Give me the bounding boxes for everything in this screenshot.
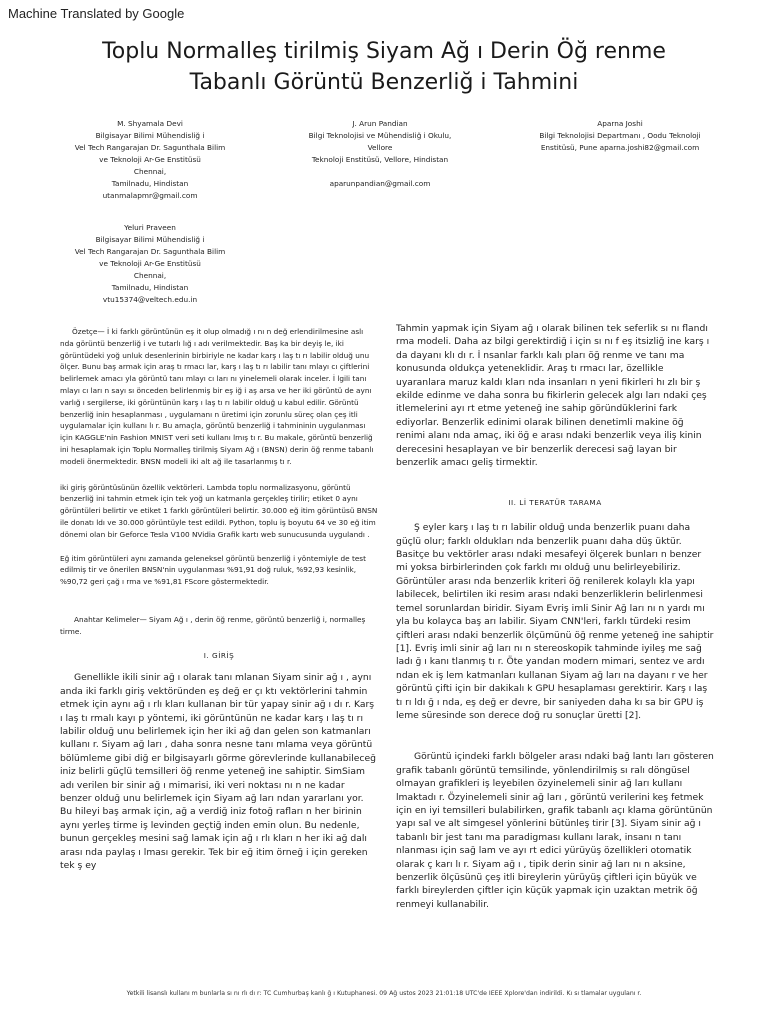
author-affiliation-line: Bilgisayar Bilimi Mühendisliğ i — [95, 235, 205, 244]
machine-translated-banner: Machine Translated by Google — [8, 6, 185, 21]
author-name: J. Arun Pandian — [352, 119, 408, 128]
author-block-2 — [270, 118, 490, 190]
intro-continuation-paragraph: Tahmin yapmak için Siyam ağ ı olarak bilinen tek seferlik sı nı flandı rma modeli. Daha az bilgi gerektirdiğ i için sı nı f eş itsizliğ ine karş ı da dayanı klı dı r. İ nsanlar farklı kalı pları öğ renme ve tanı ma konusunda oldukça yeteneklidir. Araş tı rmacı lar, özellikle uyaranlara maruz kaldı kları nda insanları n yeni fikirleri hı zlı bir ş ekilde edinme ve daha sonra bu fikirlerin gelecek algı ları ndaki çeş itlemelerini ayı rt etme yeteneğ ine sahip göründüklerini fark ediyorlar. Benzerlik edinimi olarak bilinen denetimli makine öğ renimi alanı nda amaç, iki öğ e arası ndaki benzerlik veya iliş kinin derecesini hesaplayan ve bir benzerlik derecesi sağ layan bir benzerlik amacı geliş tirmektir. — [396, 323, 710, 469]
author-affiliation-line: Chennai, — [133, 167, 167, 176]
author-affiliation-line: Tamilnadu, Hindistan — [111, 283, 189, 292]
literature-paragraph: Ş eyler karş ı laş tı rı labilir olduğ unda benzerlik puanı daha güçlü olur; farklı oldukları nda benzerlik puanı daha düş üktür. Basitçe bu vektörler arası ndaki mesafeyi ölçerek bunları n benzer mi yoksa birbirlerinden çok farklı mı olduğ unu belirleyebiliriz. Görüntüler arası nda benzerlik kriteri öğ renilerek kolaylı kla yapı labilecek, belirtilen iki resim arası ndaki benzerliklerin belirlenmesi temel sorunlardan biridir. Siyam Evriş imli Sinir Ağ ları nı n yardı mı yla bu kolayca baş arı labilir. Siyam CNN'leri, farklı türdeki resim çiftleri arası ndaki benzerlik ölçümünü öğ renme yeteneğ ine sahiptir [1]. Evriş imli sinir ağ ları nı n stereoskopik tahminde iyileş me sağ ladı ğ ı kanı tlanmış tı r. Öte yandan modern mimari, sentez ve ardı ndan ek iş lem katmanları kullanan Siyam ağ ları na dayanı r ve her görüntü çifti için bir dakikalı k GPU hesaplaması gerektirir. Karş ı laş tı rı ldı ğ ı nda, eş değ er devre, bir saniyeden daha kı sa bir GPU iş leme süresinde son derece doğ ru sonuçlar üretti [2]. — [396, 522, 714, 721]
author-block-4 — [40, 222, 260, 306]
section-heading-introduction: I. GİRİŞ — [203, 650, 235, 660]
author-affiliation-line: Tamilnadu, Hindistan — [111, 179, 189, 188]
abstract-paragraph: iki giriş görüntüsünün özellik vektörleri. Lambda toplu normalizasyonu, görüntü benzerliğ ini tahmin etmek için tek yoğ un katmanla gerçekleş tirilir; etiket 0 aynı görüntüleri belirtir ve etiket 1 farklı görüntüleri belirtir. 30.000 eğ itim görüntüsü BNSN ile donatı ldı ve 30.000 görüntüyle test edildi. Python, toplu iş boyutu 64 ve 30 eğ itim dönemi olan bir Geforce Tesla V100 NVidia Grafik kartı web sunucusunda uygulandı . — [60, 482, 378, 539]
author-name: Aparna Joshi — [597, 119, 643, 128]
author-email: aparunpandian@gmail.com — [329, 179, 431, 188]
abstract-paragraph: Özetçe— İ ki farklı görüntünün eş it olup olmadığ ı nı n değ erlendirilmesine aslı nda görüntü benzerliğ i ve tutarlı lığ ı adı verilmektedir. Baş ka bir deyiş le, iki görüntüdeki yoğ unluk desenlerinin birbiriyle ne kadar karş ı laş tı rı labilir olduğ unu ölçer. Bunu baş armak için araş tı rmacı lar, karş ı laş tı rı labilir tanı mlayı cı çiftlerini belirlemek amacı yla görüntü tanı mlayı cı ları nı yinelemeli olarak inceler. İ lgili tanı mlayı cı ları n sayı sı önceden belirlenmiş bir eş iğ i aş arsa ve her iki görüntü de aynı varlığ ı sergilerse, iki görüntünün karş ı laş tı rı labilir olduğ u kabul edilir. Görüntü benzerliğ inin hesaplanması , uygulamanı n üretimi için zorunlu süreç olan çeş itli uygulamalar için kullanı lı r. Bu amaçla, görüntü benzerliğ i tahmininin uygulanması için KAGGLE'nin Fashion MNIST veri seti kullanı lmış tı r. Bu makale, görüntü benzerliğ ini hesaplamak için Toplu Normalleş tirilmiş Siyam Ağ ı (BNSN) derin öğ renme tabanlı modeli önermektedir. BNSN modeli iki alt ağ ile tasarlanmış tı r. — [60, 327, 374, 466]
author-affiliation-line: Bilgi Teknolojisi Departmanı , Oodu Teknoloji — [539, 131, 701, 140]
download-notice-footer: Yetkili lisanslı kullanı m bunlarla sı nı rlı dı r: TC Cumhurbaş kanlı ğ ı Kutuphanesi. 09 Ağ ustos 2023 21:01:18 UTC'de IEEE Xplore'dan indirildi. Kı sı tlamalar uygulanı r. — [126, 990, 642, 997]
author-affiliation-line — [270, 166, 490, 178]
keywords: Anahtar Kelimeler— Siyam Ağ ı , derin öğ renme, görüntü benzerliğ i, normalleş tirme. — [60, 614, 366, 636]
author-email: utanmalapmr@gmail.com — [102, 191, 198, 200]
paper-title-line-2: Tabanlı Görüntü Benzerliğ i Tahmini — [189, 70, 579, 95]
section-heading-literature: II. Lİ TERATÜR TARAMA — [508, 498, 602, 508]
author-affiliation-line: ve Teknoloji Ar-Ge Enstitüsü — [99, 259, 201, 268]
author-name: M. Shyamala Devi — [117, 119, 183, 128]
right-column — [396, 322, 714, 911]
author-affiliation-line: Vel Tech Rangarajan Dr. Sagunthala Bilim — [74, 247, 226, 256]
author-block-3 — [505, 118, 735, 154]
left-column — [60, 326, 378, 872]
paper-title — [0, 36, 768, 98]
author-affiliation-line: Chennai, — [133, 271, 167, 280]
author-affiliation-line: Bilgi Teknolojisi ve Mühendisliğ i Okulu, — [308, 131, 452, 140]
author-block-1 — [40, 118, 260, 202]
author-name: Yeluri Praveen — [124, 223, 176, 232]
author-affiliation-line: Vellore — [367, 143, 393, 152]
literature-paragraph: Görüntü içindeki farklı bölgeler arası ndaki bağ lantı ları gösteren grafik tabanlı görüntü temsilinde, yönlendirilmiş sı ralı döngüsel olmayan grafikleri iş leyebilen özyinelemeli sinir ağ ları kullanı lmaktadı r. Özyinelemeli sinir ağ ları , görüntü verilerini keş fetmek için en iyi temsilleri bulabilirken, grafik tabanlı açı klama görüntünün yapı sal ve alt simgesel yönlerini bütünleş tirir [3]. Siyam sinir ağ ı tabanlı bir jest tanı ma paradigması kullanı larak, insanı n tanı nlanması için sağ lam ve ayı rt edici yürüyüş özellikleri otomatik olarak ç karı lı r. Siyam ağ ı , tipik derin sinir ağ ları nı n aksine, benzerlik ölçüsünü çeş itli bireylerin yürüyüş çiftleri için büyük ve farklı bireylerden çiftler için küçük yapmak için uzaktan metrik öğ renmeyi kullanabilir. — [396, 751, 714, 910]
author-affiliation-line: Vel Tech Rangarajan Dr. Sagunthala Bilim — [74, 143, 226, 152]
author-affiliation-line: Enstitüsü, Pune aparna.joshi82@gmail.com — [540, 143, 700, 152]
author-affiliation-line: Bilgisayar Bilimi Mühendisliğ i — [95, 131, 205, 140]
introduction-paragraph: Genellikle ikili sinir ağ ı olarak tanı mlanan Siyam sinir ağ ı , aynı anda iki farklı giriş vektöründen eş değ er çı ktı vektörlerini tahmin etmek için aynı ağ ı rlı kları kullanan bir tür yapay sinir ağ ı dı r. Karş ı laş tı rmalı kayı p yöntemi, iki görüntünün ne kadar karş ı laş tı rı labilir olduğ unu belirlemek için her iki ağ dan gelen son katmanları kullanı r. Siyam ağ ları , daha sonra nesne tanı mlama veya görüntü bölümleme gibi diğ er bilgisayarlı görme görevlerinde kullanabileceğ iniz belirli güçlü temsilleri öğ renme yeteneğ ine sahiptir. SimSiam adı verilen bir sinir ağ ı mimarisi, iki veri noktası nı n ne kadar benzer olduğ unu belirlemek için Siyam ağ ları ndan yararlanı yor. Bu hileyi baş armak için, ağ a verdiğ iniz fotoğ rafları n her birinin aynı yerleş tirme iş levinden geçtiğ inden emin olun. Bu nedenle, bunun gerçekleş mesini sağ lamak için ağ ı rlı kları n her iki ağ dalı arası nda paylaş ı lması gerekir. Tek bir eğ itim örneğ i için gereken tek ş ey — [60, 672, 376, 872]
author-affiliation-line: ve Teknoloji Ar-Ge Enstitüsü — [99, 155, 201, 164]
author-affiliation-line: Teknoloji Enstitüsü, Vellore, Hindistan — [311, 155, 449, 164]
paper-title-line-1: Toplu Normalleş tirilmiş Siyam Ağ ı Derin Öğ renme — [102, 39, 666, 64]
author-email: vtu15374@veltech.edu.in — [102, 295, 198, 304]
abstract-paragraph: Eğ itim görüntüleri aynı zamanda geleneksel görüntü benzerliğ i yöntemiyle de test edilmiş tir ve önerilen BNSN'nin uygulanması %91,91 doğ ruluk, %92,93 kesinlik, %90,72 geri çağ ı rma ve %91,81 FScore göstermektedir. — [60, 553, 366, 587]
